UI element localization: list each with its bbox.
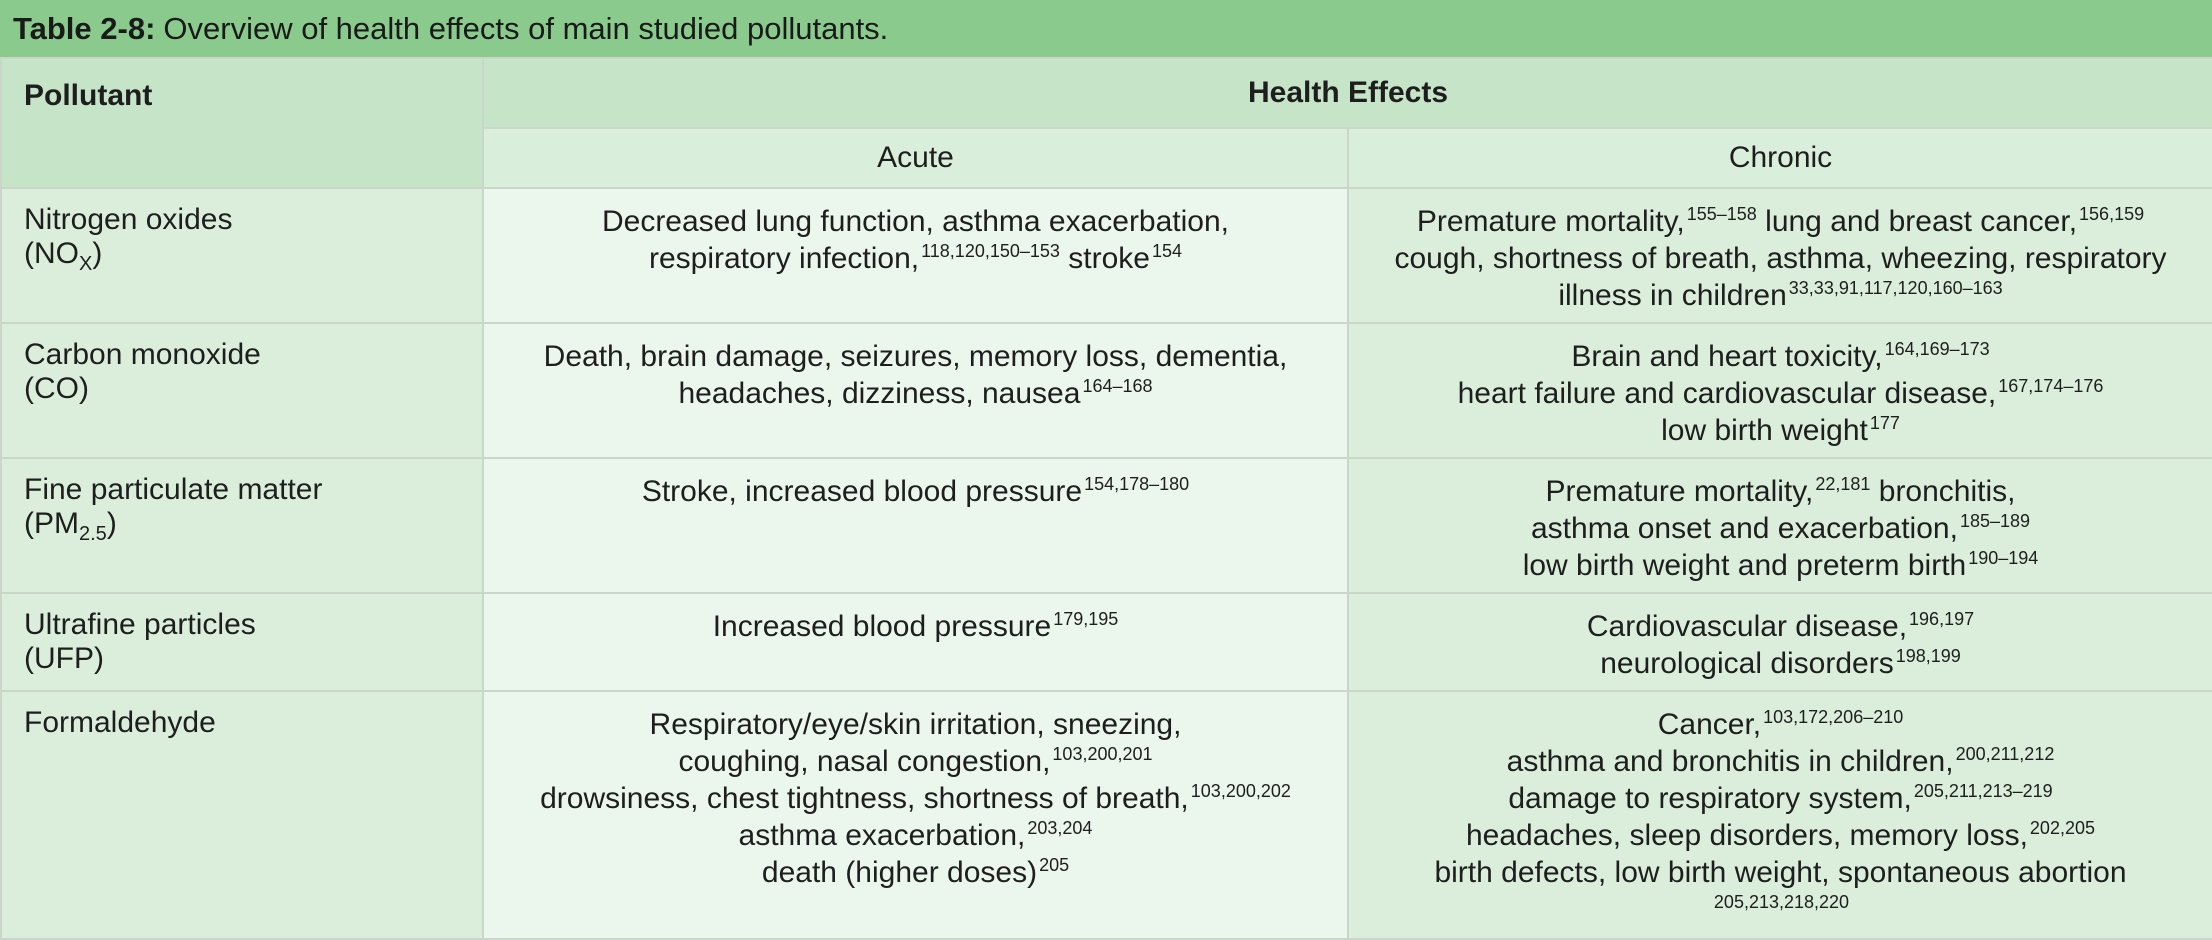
chronic-effect-line	[1361, 338, 2200, 375]
chronic-effect-text: damage to respiratory system,	[1508, 782, 1912, 815]
acute-effect-line	[496, 608, 1335, 645]
chronic-effect-line	[1361, 277, 2200, 314]
acute-effect-text: Death, brain damage, seizures, memory loss, dementia,	[543, 340, 1288, 373]
table-title-label: Table 2-8:	[13, 10, 156, 46]
header-pollutant: Pollutant	[1, 58, 483, 188]
header-chronic: Chronic	[1348, 128, 2212, 188]
chronic-effect-citation: 205,211,213–219	[1913, 781, 2053, 801]
chronic-effect-line	[1361, 817, 2200, 854]
pollutant-abbreviation	[24, 237, 472, 275]
chronic-effect-line	[1361, 547, 2200, 584]
acute-effect-citation: 179,195	[1053, 609, 1119, 629]
pollutant-name: Nitrogen oxides	[24, 203, 233, 236]
acute-effect-text: stroke	[1059, 242, 1150, 275]
acute-effect-line	[496, 854, 1335, 891]
pollutant-name: Ultrafine particles	[24, 608, 256, 641]
chronic-effect-citation: 33,33,91,117,120,160–163	[1788, 278, 2003, 298]
table-row	[1, 691, 2212, 939]
chronic-effect-citation: 200,211,212	[1955, 744, 2055, 764]
chronic-effect-line	[1361, 203, 2200, 240]
pollutant-name: Fine particulate matter	[24, 473, 323, 506]
chronic-effect-line	[1361, 240, 2200, 277]
acute-effect-text: Respiratory/eye/skin irritation, sneezing,	[649, 708, 1182, 741]
acute-effects-cell	[483, 691, 1348, 939]
acute-effect-line	[496, 706, 1335, 743]
acute-effect-text: respiratory infection,	[648, 242, 920, 275]
table-title	[0, 0, 2212, 57]
acute-effect-text: Decreased lung function, asthma exacerbation,	[601, 205, 1230, 238]
chronic-effect-text: low birth weight and preterm birth	[1522, 549, 1967, 582]
chronic-effect-text: birth defects, low birth weight, spontaneous abortion	[1434, 856, 2127, 889]
table-body	[1, 188, 2212, 939]
acute-effect-text: Stroke, increased blood pressure	[641, 475, 1083, 508]
acute-effects-cell	[483, 593, 1348, 691]
pollutant-cell	[1, 458, 483, 593]
acute-effect-line	[496, 473, 1335, 510]
acute-effect-citation: 103,200,201	[1052, 744, 1153, 764]
chronic-effect-citation: 155–158	[1686, 204, 1757, 224]
chronic-effect-citation: 205,213,218,220	[1713, 892, 1850, 912]
chronic-effects-cell	[1348, 323, 2212, 458]
acute-effect-citation: 203,204	[1027, 818, 1093, 838]
chronic-effect-line	[1361, 891, 2200, 928]
header-acute: Acute	[483, 128, 1348, 188]
chronic-effect-text: Brain and heart toxicity,	[1571, 340, 1883, 373]
chronic-effects-cell	[1348, 593, 2212, 691]
acute-effects-cell	[483, 188, 1348, 323]
chronic-effect-text: lung and breast cancer,	[1756, 205, 2078, 238]
chronic-effect-text: Premature mortality,	[1545, 475, 1814, 508]
acute-effect-citation: 164–168	[1082, 376, 1153, 396]
pollutant-name: Carbon monoxide	[24, 338, 261, 371]
chronic-effect-text: low birth weight	[1661, 414, 1868, 447]
chronic-effect-text: neurological disorders	[1600, 647, 1894, 680]
chronic-effect-citation: 202,205	[2029, 818, 2095, 838]
pollutant-cell	[1, 188, 483, 323]
acute-effect-citation: 205	[1039, 855, 1070, 875]
chronic-effect-citation: 198,199	[1895, 646, 1961, 666]
table-row	[1, 323, 2212, 458]
abbreviation-text: )	[106, 507, 117, 540]
chronic-effect-line	[1361, 854, 2200, 891]
abbreviation-subscript: X	[79, 253, 93, 275]
chronic-effects-cell	[1348, 188, 2212, 323]
header-health-effects: Health Effects	[483, 58, 2212, 128]
acute-effect-line	[496, 375, 1335, 412]
pollutant-cell	[1, 691, 483, 939]
chronic-effect-citation: 103,172,206–210	[1763, 707, 1904, 727]
acute-effect-text: death (higher doses)	[761, 856, 1038, 889]
chronic-effect-text: Cardiovascular disease,	[1586, 610, 1908, 643]
chronic-effect-line	[1361, 743, 2200, 780]
acute-effect-citation: 103,200,202	[1190, 781, 1291, 801]
table-row	[1, 593, 2212, 691]
health-effects-table	[0, 57, 2212, 940]
table-row	[1, 458, 2212, 593]
acute-effect-citation: 154	[1151, 241, 1182, 261]
chronic-effect-citation: 185–189	[1959, 511, 2031, 531]
pollutant-abbreviation	[24, 507, 472, 545]
acute-effects-cell	[483, 458, 1348, 593]
acute-effect-text: Increased blood pressure	[712, 610, 1052, 643]
chronic-effect-line	[1361, 645, 2200, 682]
acute-effect-line	[496, 338, 1335, 375]
acute-effect-line	[496, 817, 1335, 854]
chronic-effect-citation: 177	[1869, 413, 1900, 433]
chronic-effect-line	[1361, 780, 2200, 817]
chronic-effect-text: headaches, sleep disorders, memory loss,	[1465, 819, 2028, 852]
chronic-effect-text: cough, shortness of breath, asthma, wheezing, respiratory	[1394, 242, 2167, 275]
acute-effect-line	[496, 780, 1335, 817]
chronic-effects-cell	[1348, 458, 2212, 593]
chronic-effect-line	[1361, 510, 2200, 547]
chronic-effect-citation: 164,169–173	[1884, 339, 1990, 359]
chronic-effect-citation: 167,174–176	[1998, 376, 2104, 396]
chronic-effect-citation: 196,197	[1909, 609, 1975, 629]
abbreviation-subscript: 2.5	[79, 523, 107, 545]
acute-effect-text: coughing, nasal congestion,	[678, 745, 1051, 778]
chronic-effect-text: asthma onset and exacerbation,	[1530, 512, 1958, 545]
acute-effect-text: drowsiness, chest tightness, shortness of breath,	[540, 782, 1189, 815]
acute-effect-citation: 154,178–180	[1084, 474, 1190, 494]
abbreviation-text: )	[92, 237, 103, 270]
abbreviation-text: (PM	[24, 507, 79, 540]
chronic-effect-citation: 190–194	[1968, 548, 2039, 568]
pollutant-abbreviation	[24, 372, 472, 406]
chronic-effect-text: asthma and bronchitis in children,	[1506, 745, 1954, 778]
acute-effect-text: asthma exacerbation,	[738, 819, 1026, 852]
chronic-effect-line	[1361, 706, 2200, 743]
abbreviation-text: (CO)	[24, 372, 89, 405]
chronic-effect-citation: 156,159	[2079, 204, 2145, 224]
abbreviation-text: (NO	[24, 237, 79, 270]
acute-effect-line	[496, 203, 1335, 240]
acute-effects-cell	[483, 323, 1348, 458]
pollutant-abbreviation	[24, 642, 472, 676]
chronic-effect-citation: 22,181	[1815, 474, 1871, 494]
acute-effect-text: headaches, dizziness, nausea	[678, 377, 1081, 410]
table-title-text: Overview of health effects of main studied pollutants.	[163, 10, 889, 46]
chronic-effect-text: bronchitis,	[1870, 475, 2016, 508]
abbreviation-text: (UFP)	[24, 642, 104, 675]
acute-effect-citation: 118,120,150–153	[921, 241, 1060, 261]
pollutant-cell	[1, 593, 483, 691]
chronic-effects-cell	[1348, 691, 2212, 939]
table-row	[1, 188, 2212, 323]
chronic-effect-text: Cancer,	[1657, 708, 1762, 741]
pollutant-cell	[1, 323, 483, 458]
chronic-effect-line	[1361, 473, 2200, 510]
chronic-effect-line	[1361, 375, 2200, 412]
acute-effect-line	[496, 743, 1335, 780]
acute-effect-line	[496, 240, 1335, 277]
chronic-effect-text: heart failure and cardiovascular disease,	[1457, 377, 1997, 410]
chronic-effect-text: illness in children	[1558, 279, 1787, 312]
pollutant-name: Formaldehyde	[24, 706, 216, 739]
chronic-effect-line	[1361, 412, 2200, 449]
chronic-effect-line	[1361, 608, 2200, 645]
chronic-effect-text: Premature mortality,	[1416, 205, 1685, 238]
